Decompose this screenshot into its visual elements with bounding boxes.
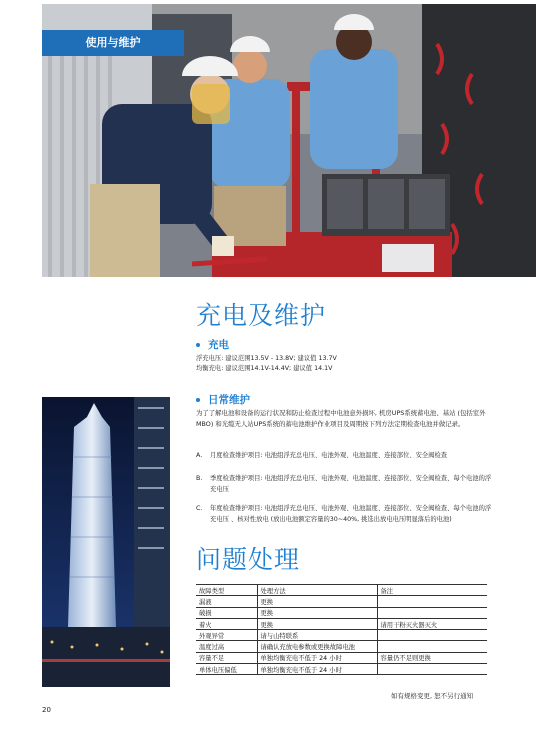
- float-voltage-line: 浮充电压: 建议范围13.5V - 13.8V; 建议值 13.7V: [196, 355, 337, 362]
- table-row: [196, 607, 487, 618]
- table-cell: [377, 664, 487, 675]
- table-cell: 单独均衡充电不低于 24 小时: [257, 664, 377, 675]
- bullet-icon: [196, 343, 200, 347]
- skyscraper-photo: [42, 397, 170, 687]
- maintenance-item-quarterly: B. 季度检查维护项目: 电池组浮充总电压、电池外观、电池温度、连接部位、安全阀检查、每个电池的浮充电压: [196, 475, 492, 493]
- table-cell: 更换: [257, 607, 377, 618]
- equalize-voltage-line: 均衡充电: 建议范围14.1V-14.4V; 建议值 14.1V: [196, 365, 333, 372]
- table-cell: 容量不足: [196, 652, 257, 663]
- page-title-troubleshooting: 问题处理: [196, 545, 301, 574]
- table-cell: 更换: [257, 596, 377, 607]
- section-tab: 使用与维护: [42, 30, 184, 56]
- table-row: [196, 618, 487, 629]
- table-header-row: [196, 585, 487, 596]
- table-header-cell: 备注: [377, 585, 487, 596]
- table-cell: 单独均衡充电不低于 24 小时: [257, 652, 377, 663]
- table-cell: 着火: [196, 618, 257, 629]
- table-header-cell: 故障类型: [196, 585, 257, 596]
- table-cell: 温度过高: [196, 641, 257, 652]
- page-title-charging: 充电及维护: [196, 301, 327, 330]
- table-cell: [377, 596, 487, 607]
- table-row: [196, 664, 487, 675]
- table-cell: [377, 630, 487, 641]
- maintenance-heading: 日常维护: [196, 392, 250, 407]
- table-row: [196, 641, 487, 652]
- table-row: [196, 652, 487, 663]
- troubleshooting-table: [196, 584, 487, 675]
- charging-heading: 充电: [196, 337, 229, 352]
- bullet-icon: [196, 398, 200, 402]
- table-cell: 破损: [196, 607, 257, 618]
- table-cell: 请与山特联系: [257, 630, 377, 641]
- table-cell: 更换: [257, 618, 377, 629]
- table-cell: 漏液: [196, 596, 257, 607]
- table-header-cell: 处理方法: [257, 585, 377, 596]
- table-cell: 请确认充放电参数或更换故障电池: [257, 641, 377, 652]
- table-cell: [377, 641, 487, 652]
- table-row: [196, 596, 487, 607]
- table-cell: 单体电压偏低: [196, 664, 257, 675]
- table-cell: 请用干粉灭火器灭火: [377, 618, 487, 629]
- table-cell: [377, 607, 487, 618]
- table-cell: 外观异常: [196, 630, 257, 641]
- footnote: 如有规格变更, 恕不另行通知: [391, 692, 474, 700]
- table-cell: 容量仍不足则更换: [377, 652, 487, 663]
- maintenance-item-monthly: A. 月度检查维护项目: 电池组浮充总电压、电池外观、电池温度、连接部位、安全阀检查: [196, 452, 448, 459]
- table-row: [196, 630, 487, 641]
- page-number: 20: [42, 706, 51, 714]
- maintenance-intro: 为了了解电池和设备的运行状况和防止检查过程中电池意外损坏, 机房UPS系统蓄电池、基站 (包括室外MBO) 和光缆无人站UPS系统的蓄电池维护作业项目及周期按下列方法定期检查电池并做记录。: [196, 409, 486, 428]
- maintenance-item-yearly: C. 年度检查维护项目: 电池组浮充总电压、电池外观、电池温度、连接部位、安全阀检查、每个电池的浮充电压 、核对性放电 (放出电池额定容量的30~40%, 挑选出放电电压明显落后的电池): [196, 505, 492, 523]
